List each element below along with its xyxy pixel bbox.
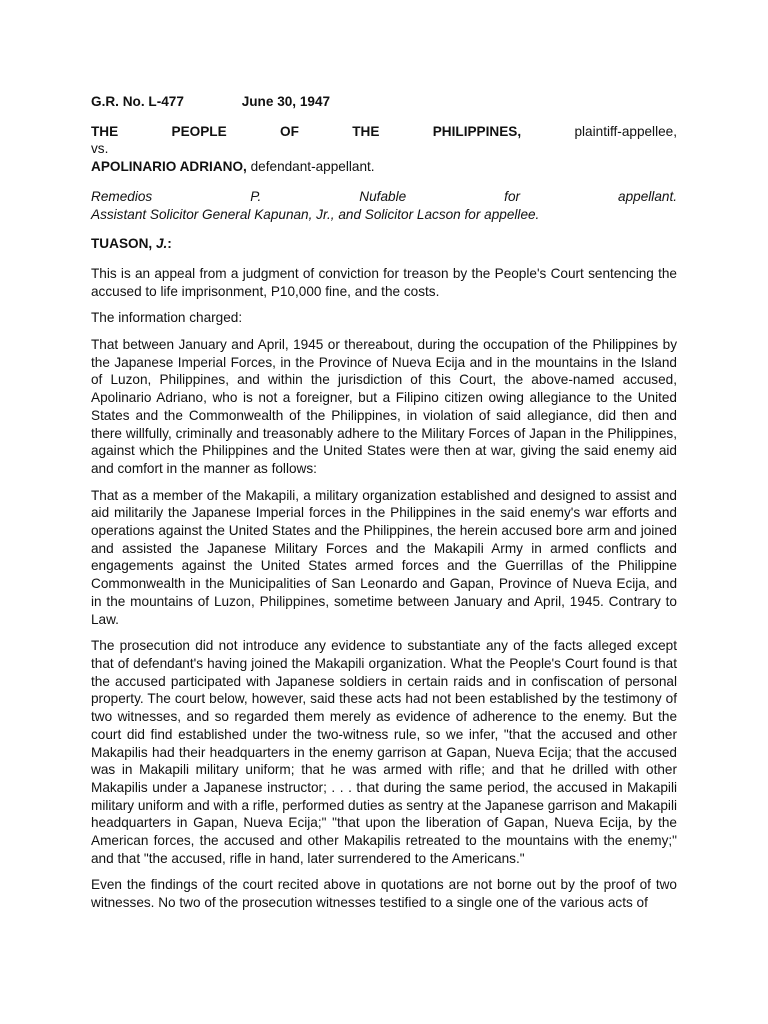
paragraph-information-charge: That between January and April, 1945 or thereabout, during the occupation of the Philippines by the Japanese Imperial Forces, in the Province of Nueva Ecija and in the mountains in the Island of Luzon, Philippines, and within the jurisdiction of this Court, the above-named accused, Apolinario Adriano, who is not a foreigner, but a Filipino citizen owing allegiance to the United States and the Commonwealth of the Philippines, in violation of said allegiance, did then and there willfully, criminally and treasonably adhere to the Military Forces of Japan in the Philippines, against which the Philippines and the United States were then at war, giving the said enemy aid and comfort in the manner as follows: — [91, 337, 677, 476]
case-parties — [91, 123, 677, 176]
defendant-name: APOLINARIO ADRIANO, — [91, 159, 247, 175]
counsel-appellant: Remedios P. Nufable for appellant. — [91, 188, 677, 204]
defendant-line — [91, 158, 677, 176]
plaintiff-name: THE PEOPLE OF THE PHILIPPINES, — [91, 123, 522, 139]
ponente-heading — [91, 235, 677, 253]
paragraph-information-acts: That as a member of the Makapili, a military organization established and designed to assist and aid militarily the Japanese Imperial forces in the Philippines in the said enemy's war efforts and operations against the United States and the Philippines, the herein accused bore arm and joined and assisted the Japanese Military Forces and the Makapili Army in armed conflicts and engagements against the United States armed forces and the Guerrillas of the Philippine Commonwealth in the Municipalities of San Leonardo and Gapan, Province of Nueva Ecija, and in the mountains of Luzon, Philippines, sometime between January and April, 1945. Contrary to Law. — [91, 487, 677, 627]
plaintiff-role: plaintiff-appellee, — [574, 123, 677, 139]
paragraph-prosecution-evidence: The prosecution did not introduce any evidence to substantiate any of the facts alleged except that of defendant's having joined the Makapili organization. What the People's Court found is that the accused participated with Japanese soldiers in certain raids and in confiscation of personal property. The court below, however, said these acts had not been established by the testimony of two witnesses, and so regarded them merely as evidence of adherence to the enemy. But the court did find established under the two-witness rule, so we infer, "that the accused and other Makapilis had their headquarters in the enemy garrison at Gapan, Nueva Ecija; that the accused was in Makapili military uniform; that he was armed with rifle; and that he drilled with other Makapilis under a Japanese instructor; . . . that during the same period, the accused in Makapili military uniform and with a rifle, performed duties as sentry at the Japanese garrison and Makapili headquarters in Gapan, Nueva Ecija;" "that upon the liberation of Gapan, Nueva Ecija, by the American forces, the accused and other Makapilis retreated to the mountains with the enemy;" and that "the accused, rifle in hand, later surrendered to the Americans." — [91, 638, 677, 866]
paragraph-information-label: The information charged: — [91, 310, 243, 326]
counsel-block — [91, 188, 677, 223]
ponente-suffix: J. — [155, 236, 168, 252]
case-number: G.R. No. L-477 — [91, 94, 184, 109]
paragraph-findings: Even the findings of the court recited above in quotations are not borne out by the proof of two witnesses. No two of the prosecution witnesses testified to a single one of the various acts of — [91, 877, 677, 911]
ponente-colon: : — [167, 236, 172, 252]
paragraph-intro: This is an appeal from a judgment of conviction for treason by the People's Court sentencing the accused to life imprisonment, P10,000 fine, and the costs. — [91, 265, 677, 299]
ponente-name: TUASON, — [91, 236, 153, 252]
case-date: June 30, 1947 — [241, 94, 331, 109]
case-header — [91, 93, 677, 111]
counsel-appellee: Assistant Solicitor General Kapunan, Jr., and Solicitor Lacson for appellee. — [91, 206, 540, 222]
defendant-role: defendant-appellant. — [250, 159, 375, 175]
document-page — [91, 93, 677, 921]
plaintiff-line — [91, 123, 677, 141]
versus-line: vs. — [91, 141, 109, 157]
